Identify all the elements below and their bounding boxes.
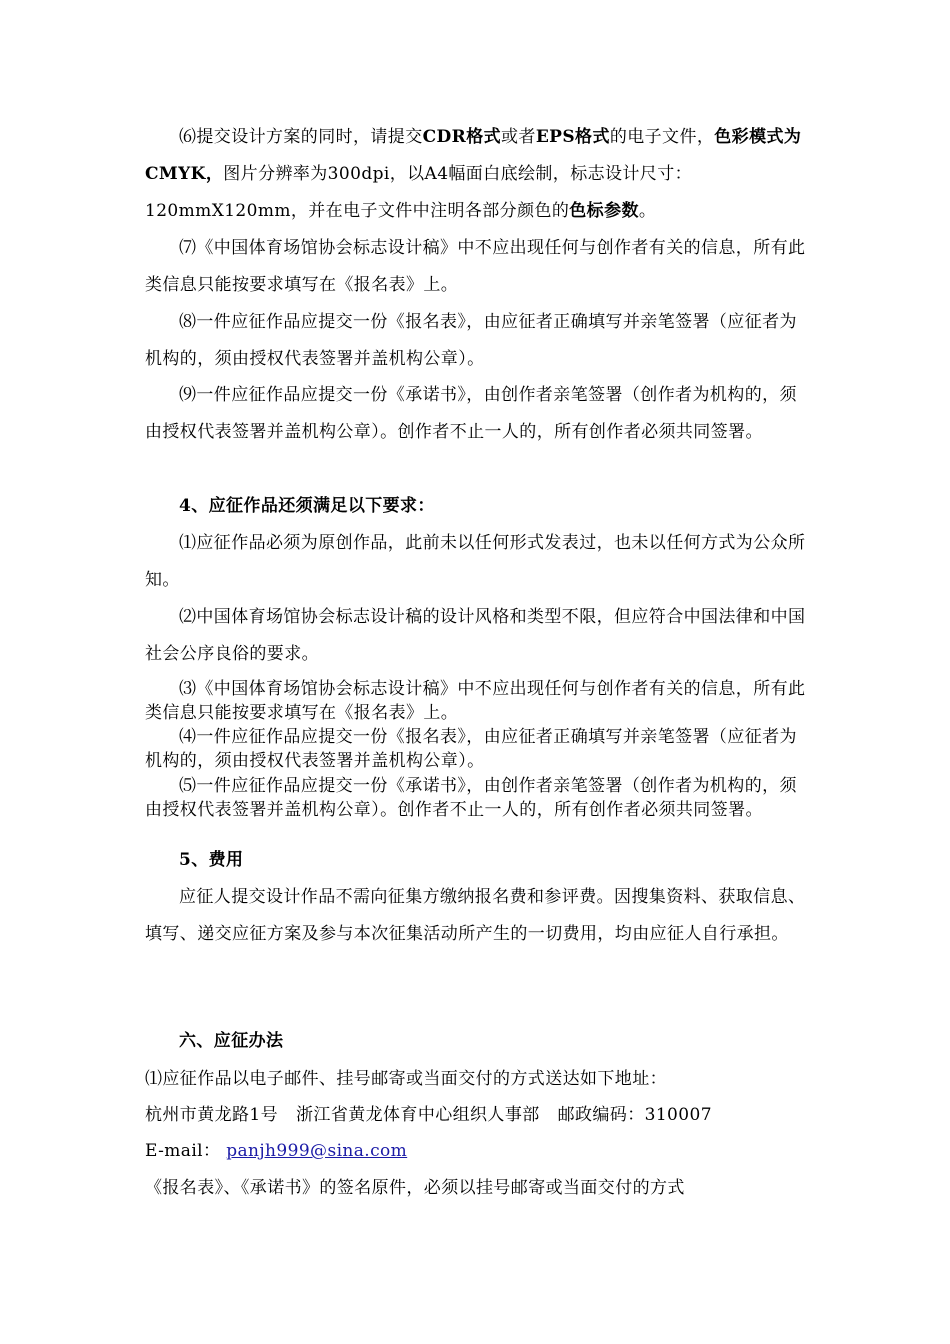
submission-method: ⑴应征作品以电子邮件、挂号邮寄或当面交付的方式送达如下地址： <box>145 1069 667 1089</box>
section-5-heading <box>145 848 807 872</box>
section-6-heading-text: 六、应征办法 <box>179 1031 284 1051</box>
item-6 <box>145 119 807 230</box>
eps-format: EPS格式 <box>535 127 610 147</box>
item-6-text: 图片分辨率为300dpi，以A4幅面白底绘制，标志设计尺寸：120mmX120mm，并在电子文件中注明各部分颜色的 <box>145 164 693 221</box>
requirement-4: ⑷一件应征作品应提交一份《报名表》，由应征者正确填写并亲笔签署（应征者为机构的，须由授权代表签署并盖机构公章）。 <box>145 727 797 771</box>
cdr-format: CDR格式 <box>422 127 502 147</box>
email-link[interactable]: panjh999@sina.com <box>226 1141 408 1161</box>
item-6-text: ⑹提交设计方案的同时，请提交 <box>179 127 423 147</box>
item-6-text: 或者 <box>501 127 536 147</box>
item-7: ⑺《中国体育场馆协会标志设计稿》中不应出现任何与创作者有关的信息，所有此类信息只能按要求填写在《报名表》上。 <box>145 238 806 295</box>
address: 杭州市黄龙路1号 <box>145 1105 279 1125</box>
signature-note: 《报名表》、《承诺书》的签名原件，必须以挂号邮寄或当面交付的方式 <box>145 1178 685 1198</box>
organization: 浙江省黄龙体育中心组织人事部 <box>296 1105 540 1125</box>
address-line <box>145 1097 807 1134</box>
item-6-text: 。 <box>638 201 657 221</box>
email-label: E-mail： <box>145 1141 221 1161</box>
item-8: ⑻一件应征作品应提交一份《报名表》，由应征者正确填写并亲笔签署（应征者为机构的，须由授权代表签署并盖机构公章）。 <box>145 312 797 369</box>
color-params: 色标参数 <box>569 201 639 221</box>
cmyk-mode: 色彩模式为CMYK， <box>145 127 802 184</box>
section-5-heading-text: 5、费用 <box>179 850 244 870</box>
requirement-5: ⑸一件应征作品应提交一份《承诺书》，由创作者亲笔签署（创作者为机构的，须由授权代表签署并盖机构公章）。创作者不止一人的，所有创作者必须共同签署。 <box>145 776 797 820</box>
section-4-heading-text: 4、应征作品还须满足以下要求： <box>179 496 435 516</box>
postcode: 邮政编码：310007 <box>557 1105 712 1125</box>
item-9: ⑼一件应征作品应提交一份《承诺书》，由创作者亲笔签署（创作者为机构的，须由授权代表签署并盖机构公章）。创作者不止一人的，所有创作者必须共同签署。 <box>145 385 797 442</box>
section-6-heading <box>145 1023 807 1060</box>
requirement-1: ⑴应征作品必须为原创作品，此前未以任何形式发表过，也未以任何方式为公众所知。 <box>145 533 806 590</box>
requirement-2: ⑵中国体育场馆协会标志设计稿的设计风格和类型不限，但应符合中国法律和中国社会公序良俗的要求。 <box>145 607 806 664</box>
requirement-3: ⑶《中国体育场馆协会标志设计稿》中不应出现任何与创作者有关的信息，所有此类信息只能按要求填写在《报名表》上。 <box>145 679 806 723</box>
email-line <box>145 1133 807 1170</box>
item-6-text: 的电子文件， <box>609 127 715 147</box>
fee-paragraph: 应征人提交设计作品不需向征集方缴纳报名费和参评费。因搜集资料、获取信息、填写、递交应征方案及参与本次征集活动所产生的一切费用，均由应征人自行承担。 <box>145 887 806 944</box>
section-4-heading <box>145 488 807 525</box>
